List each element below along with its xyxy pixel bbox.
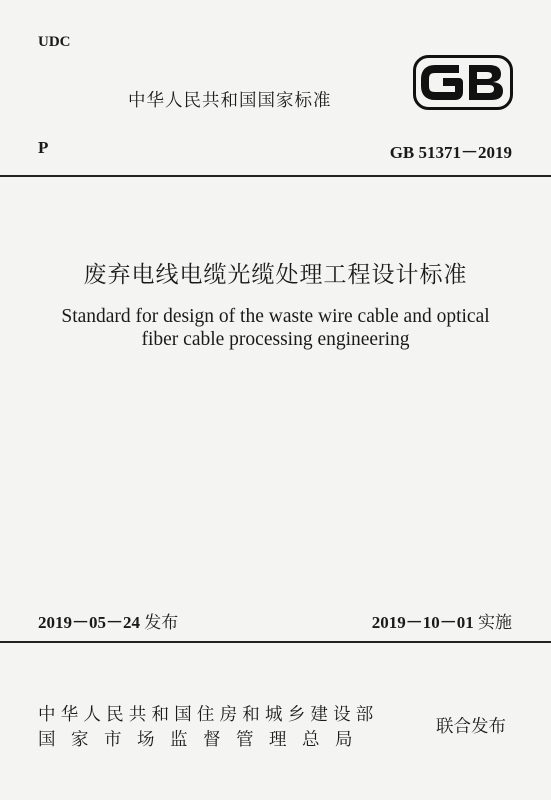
implement-date: 2019－10－01: [371, 613, 474, 632]
publish-date-block: [38, 608, 178, 633]
standard-number: GB 51371－2019: [389, 143, 512, 162]
publish-label: 发布: [144, 613, 179, 633]
bottom-divider: [0, 641, 551, 643]
title-english-line2: fiber cable processing engineering: [141, 329, 410, 350]
title-chinese: 废弃电线电缆光缆处理工程设计标准: [83, 262, 468, 288]
udc-label: UDC: [38, 34, 71, 50]
issuer-administration: 国家市场监督管理总局: [38, 730, 368, 750]
title-english-line1: Standard for design of the waste wire cable and optical: [61, 306, 490, 327]
gb-logo: [413, 55, 513, 110]
publish-date: 2019－05－24: [38, 613, 140, 632]
implement-label: 实施: [478, 613, 512, 633]
joint-issue-label: 联合发布: [436, 717, 506, 737]
national-standard-label: 中华人民共和国国家标准: [128, 91, 332, 111]
issuer-ministry: 中华人民共和国住房和城乡建设部: [38, 705, 379, 725]
top-divider: [0, 175, 551, 177]
classification-code: P: [38, 138, 49, 157]
implement-date-block: [372, 608, 512, 633]
